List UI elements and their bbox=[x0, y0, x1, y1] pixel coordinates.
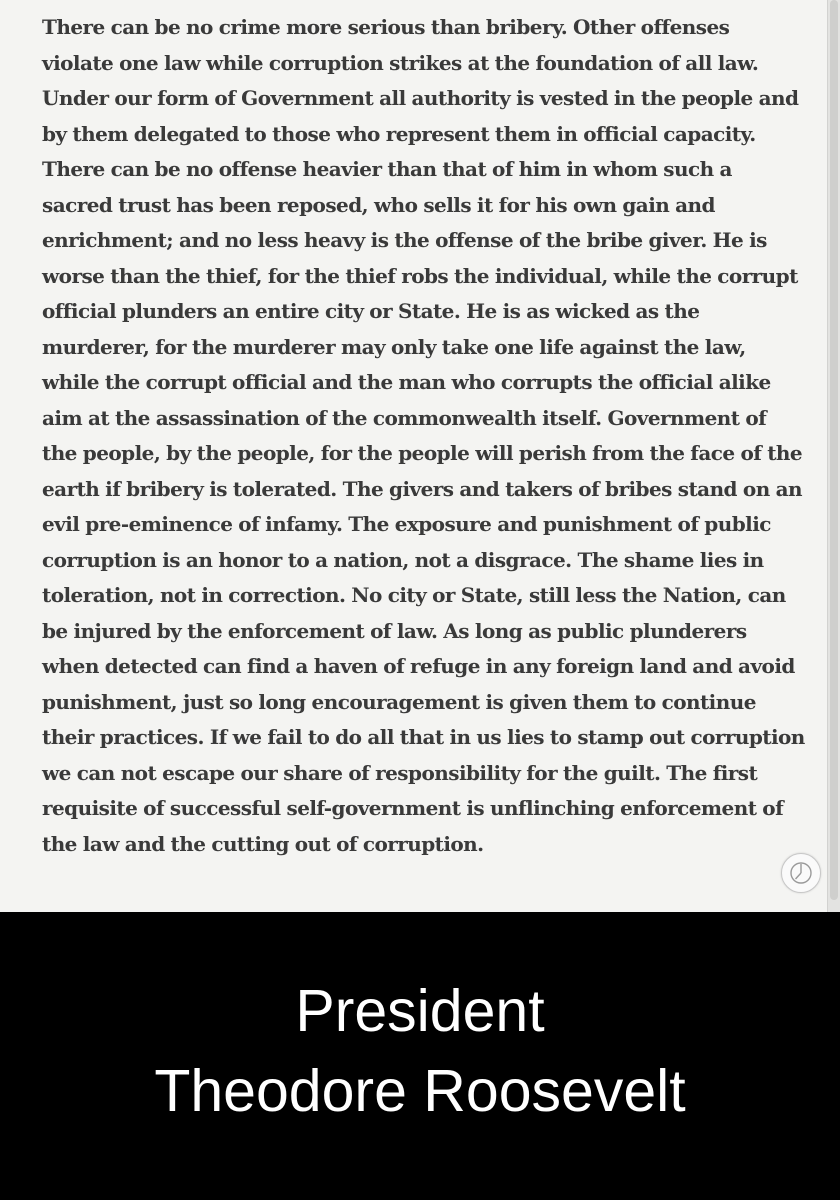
quote-line: enrichment; and no less heavy is the offense of the bribe giver. He is bbox=[42, 228, 767, 252]
quote-line: evil pre-eminence of infamy. The exposure and punishment of public bbox=[42, 512, 771, 536]
quote-line: when detected can find a haven of refuge in any foreign land and avoid bbox=[42, 654, 795, 678]
scrollbar[interactable] bbox=[827, 0, 840, 912]
quote-text bbox=[42, 10, 822, 862]
quote-line: we can not escape our share of responsibility for the guilt. The first bbox=[42, 760, 758, 785]
page-indicator-icon[interactable] bbox=[781, 853, 821, 893]
quote-line: the people, by the people, for the people will perish from the face of the bbox=[42, 441, 803, 465]
quote-line: the law and the cutting out of corruption. bbox=[42, 831, 484, 856]
quote-line: aim at the assassination of the commonwealth itself. Government of bbox=[42, 405, 767, 430]
caption-banner bbox=[0, 912, 840, 1200]
quote-line: official plunders an entire city or State. He is as wicked as the bbox=[42, 299, 700, 323]
quote-line: sacred trust has been reposed, who sells it for his own gain and bbox=[42, 192, 715, 217]
quote-line: earth if bribery is tolerated. The givers and takers of bribes stand on an bbox=[42, 476, 802, 501]
quote-line: murderer, for the murderer may only take one life against the law, bbox=[42, 334, 746, 359]
quote-line: There can be no crime more serious than bribery. Other offenses bbox=[42, 15, 730, 39]
quote-line: violate one law while corruption strikes at the foundation of all law. bbox=[42, 50, 759, 75]
quote-line: their practices. If we fail to do all that in us lies to stamp out corruption bbox=[42, 725, 805, 749]
quote-line: toleration, not in correction. No city or State, still less the Nation, can bbox=[42, 583, 786, 607]
quote-line: punishment, just so long encouragement is given them to continue bbox=[42, 689, 756, 714]
caption-title: President bbox=[295, 978, 545, 1044]
quote-line: by them delegated to those who represent them in official capacity. bbox=[42, 121, 756, 146]
quote-line: worse than the thief, for the thief robs the individual, while the corrupt bbox=[42, 263, 798, 288]
quote-line: requisite of successful self-government is unflinching enforcement of bbox=[42, 796, 784, 820]
scrollbar-thumb[interactable] bbox=[830, 0, 838, 900]
quote-line: There can be no offense heavier than that of him in whom such a bbox=[42, 157, 732, 181]
clock-icon bbox=[789, 861, 813, 885]
quote-line: while the corrupt official and the man who corrupts the official alike bbox=[42, 370, 771, 394]
caption-name: Theodore Roosevelt bbox=[154, 1058, 686, 1124]
quote-line: Under our form of Government all authority is vested in the people and bbox=[42, 86, 799, 110]
quote-line: be injured by the enforcement of law. As long as public plunderers bbox=[42, 618, 747, 643]
quote-line: corruption is an honor to a nation, not a disgrace. The shame lies in bbox=[42, 547, 764, 572]
